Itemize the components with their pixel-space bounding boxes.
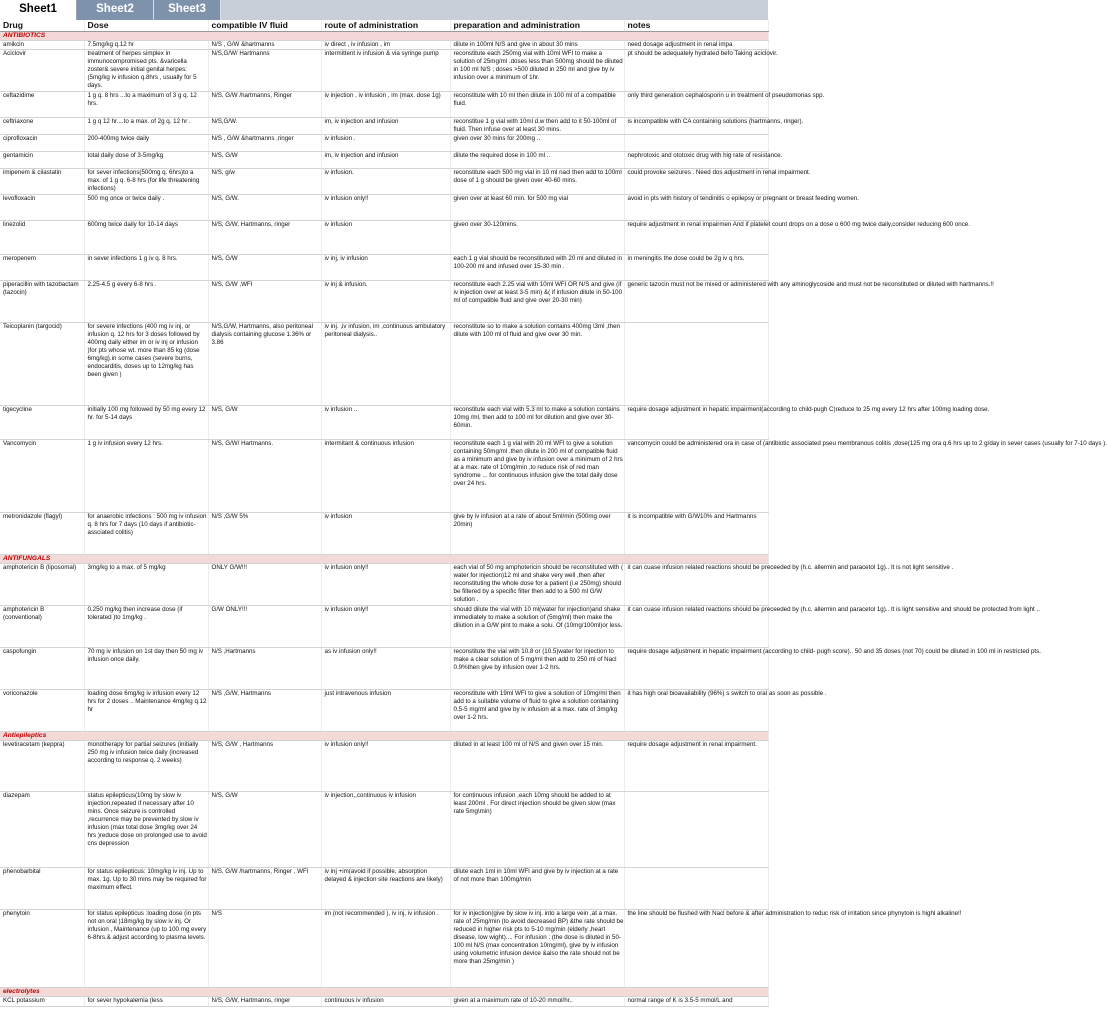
table-row [0, 169, 768, 195]
cell-fluid[interactable]: N/S, g/w [208, 169, 321, 195]
cell-notes[interactable]: nephrotoxic and ototoxic drug with hig rate of resistance. [624, 152, 768, 169]
cell-route[interactable]: as iv infusion only!! [321, 648, 450, 690]
table-row [0, 195, 768, 221]
spreadsheet-grid[interactable] [0, 20, 1107, 1024]
table-row [0, 406, 768, 440]
cell-prep[interactable]: reconstitute with 10 ml then dilute in 100 ml of a compatible fluid. [450, 92, 624, 118]
cell-route[interactable]: iv direct , iv infusion , im [321, 41, 450, 50]
cell-dose[interactable]: initially 100 mg followed by 50 mg every 12 hr. for 5-14 days [84, 406, 208, 440]
cell-dose[interactable]: 1 g q. 8 hrs ...to a maximum of 3 g q. 12 hrs. [84, 92, 208, 118]
cell-drug[interactable]: Vancomycin [0, 440, 84, 513]
cell-drug[interactable]: phenytoin [0, 910, 84, 988]
cell-prep[interactable]: reconstitute each 2.25 vial with 10ml WFI OR N/S and give (if iv injection over at least 3-5 min) &( if infusion dilute in 50-100 ml of compatible fluid and give over 20-30 min) [450, 281, 624, 323]
cell-drug[interactable]: Teicoplanin (targocid) [0, 323, 84, 406]
cell-route[interactable]: iv inj +im(avoid if possible, absorption delayed & injection site reactions are likely) [321, 868, 450, 910]
cell-notes[interactable]: it is incompatible with G/W10% and Hartmanns [624, 513, 768, 555]
cell-fluid[interactable]: N/S, G/W [208, 255, 321, 281]
cell-notes[interactable]: normal range of K is 3.5-5 mmol/L and [624, 997, 768, 1007]
cell-notes[interactable]: require dosage adjustment in renal impairment. [624, 741, 768, 792]
cell-drug[interactable]: ciprofloxacin [0, 135, 84, 152]
cell-dose[interactable]: status epilepticus(10mg by slow iv injection,repeated if necessary after 10 mins. Once seizure is controlled ,recurrence may be prevented by slow iv infusion (max total dose 3mg/kg over 24 hrs )reduce dose on prolonged use to avoid cns depression [84, 792, 208, 868]
cell-dose[interactable]: for status epilepticus :loading dose (in pts not on oral )18mg/kg by slow iv inj. Or infusion , Maintenance (up to 100 mg every 6-8hrs.& adjust according to plasma levels. [84, 910, 208, 988]
header-notes[interactable]: notes [624, 20, 768, 32]
cell-prep[interactable]: given at a maximum rate of 10-20 mmol/hr.. [450, 997, 624, 1007]
table-row [0, 255, 768, 281]
table-row [0, 41, 768, 50]
cell-notes[interactable] [624, 792, 768, 868]
cell-prep[interactable]: given over 30 mins for 200mg .. [450, 135, 624, 152]
cell-dose[interactable]: 500 mg once or twice daily . [84, 195, 208, 221]
cell-route[interactable]: iv infusion. [321, 169, 450, 195]
cell-fluid[interactable]: N/S, G/W [208, 406, 321, 440]
section-label[interactable]: ANTIBIOTICS [0, 32, 768, 41]
section-row [0, 988, 768, 997]
table-row [0, 135, 768, 152]
cell-notes[interactable]: the line should be flushed with Nacl before & after administration to reduc risk of irritation since phynytoin is highl alkaline!! [624, 910, 768, 988]
cell-prep[interactable]: for continuous infusion ,each 10mg should be added to at least 200ml . For direct injection should be given slow (max rate 5mg\min) [450, 792, 624, 868]
tab-sheet3[interactable]: Sheet3 [154, 0, 221, 20]
cell-fluid[interactable]: N/S, G/W , Hartmanns [208, 741, 321, 792]
cell-fluid[interactable]: N/S, G/W, Hartmanns, ringer [208, 997, 321, 1007]
cell-prep[interactable]: reconstitute with 19ml WFI to give a solution of 10mg/ml then add to a suitable volume of fluid to give a solution containing 0.5-5 mg/ml and give by iv infusion at a max. rate of 3mg/kg over 1-2 hrs. [450, 690, 624, 732]
cell-dose[interactable]: for sever infections(500mg q. 6hrs)to a max. of 1 g q. 6-8 hrs (for life threatening infections) [84, 169, 208, 195]
cell-fluid[interactable]: N/S,G/W/ Hartmanns [208, 50, 321, 92]
cell-notes[interactable]: pt should be adequately hydrated befo Taking aciclovir. [624, 50, 768, 92]
cell-dose[interactable]: 70 mg iv infusion on 1st day then 50 mg iv infusion once daily. [84, 648, 208, 690]
header-dose[interactable]: Dose [84, 20, 208, 32]
cell-drug[interactable]: meropenem [0, 255, 84, 281]
cell-notes[interactable]: it has high oral bioavailability (96%) s switch to oral as soon as possible . [624, 690, 768, 732]
cell-route[interactable]: just intravenous infusion [321, 690, 450, 732]
cell-dose[interactable]: 2.25-4.5 g every 6-8 hrs . [84, 281, 208, 323]
cell-notes[interactable] [624, 868, 768, 910]
cell-fluid[interactable]: N/S , G/W &hartmanns [208, 41, 321, 50]
cell-fluid[interactable]: N/S ,Hartmanns [208, 648, 321, 690]
section-label[interactable]: electrolytes [0, 988, 768, 997]
cell-fluid[interactable]: N/S, G/W /hartmanns, Ringer [208, 92, 321, 118]
cell-route[interactable]: im, iv injection and infusion [321, 118, 450, 135]
section-label[interactable]: Antiepileptics [0, 732, 768, 741]
cell-fluid[interactable]: N/S, G/W /hartmanns, Ringer , WFI [208, 868, 321, 910]
cell-prep[interactable]: dilute the required dose in 100 ml .. [450, 152, 624, 169]
cell-dose[interactable]: 7.5mg/kg q.12 hr [84, 41, 208, 50]
cell-route[interactable]: intermittent iv infusion & via syringe pump [321, 50, 450, 92]
cell-route[interactable]: im, iv injection and infusion [321, 152, 450, 169]
cell-notes[interactable]: require adjustment in renal impairmen And if platelet count drops on a dose o 600 mg twice daily,consider reducing 600 once. [624, 221, 768, 255]
cell-prep[interactable]: reconstitute so to make a solution contains 400mg \3ml ,then dilute with 100 ml of fluid and give over 30 min. [450, 323, 624, 406]
cell-dose[interactable]: loading dose 6mg/kg iv infusion every 12 hrs for 2 doses .. Maintenance 4mg/kg q.12 hr [84, 690, 208, 732]
cell-fluid[interactable]: G/W ONLY!!! [208, 606, 321, 648]
cell-route[interactable]: iv inj & infusion. [321, 281, 450, 323]
cell-route[interactable]: intermitant & continuous infusion [321, 440, 450, 513]
cell-drug[interactable]: caspofungin [0, 648, 84, 690]
cell-prep[interactable]: given over 30-120mins. [450, 221, 624, 255]
cell-fluid[interactable]: N/S, G/W [208, 152, 321, 169]
cell-dose[interactable]: monotherapy for partial seizures (initially 250 mg iv infusion twice daily (increased according to response q. 2 weeks) [84, 741, 208, 792]
cell-notes[interactable]: require dosage adjustment in hepatic impairment (according to child- pugh score).. 50 and 35 doses (not 70) could be diluted in 100 ml in restricted pts. [624, 648, 768, 690]
cell-notes[interactable] [624, 323, 768, 406]
section-label[interactable]: ANTIFUNGALS [0, 555, 768, 564]
cell-dose[interactable]: for status epilepticus: 10mg/kg iv inj. Up to max. 1g. Up to 30 mins may be required for maximum effect. [84, 868, 208, 910]
cell-drug[interactable]: amphotericin B (liposomal) [0, 564, 84, 606]
table-row [0, 741, 768, 792]
header-prep[interactable]: preparation and administration [450, 20, 624, 32]
cell-route[interactable]: iv injection , iv infusion , im (max. dose 1g) [321, 92, 450, 118]
cell-drug[interactable]: amikcin [0, 41, 84, 50]
cell-fluid[interactable]: N/S, G/W ,WFI [208, 281, 321, 323]
cell-dose[interactable]: 1 g q 12 hr....to a max. of 2g q. 12 hr . [84, 118, 208, 135]
cell-drug[interactable]: ceftazidime [0, 92, 84, 118]
cell-drug[interactable]: levetiracetam (keppra) [0, 741, 84, 792]
cell-dose[interactable]: 3mg/kg to a max. of 5 mg/kg [84, 564, 208, 606]
cell-fluid[interactable]: N/S , G/W &hartmanns ,ringer [208, 135, 321, 152]
cell-notes[interactable]: could provoke seizures . Need dos adjustment in renal impairment. [624, 169, 768, 195]
cell-prep[interactable]: each vial of 50 mg amphotericin should be reconstituted with ( water for injection)12 ml and shake very well ,then after reconstituting the whole dose for a patient (i.e 250mg) should be filtered by a specific filter then add to a 500 ml G/W solution . [450, 564, 624, 606]
cell-route[interactable]: iv injection,,continuous iv infusion [321, 792, 450, 868]
cell-route[interactable]: iv infusion . [321, 135, 450, 152]
table-row [0, 997, 768, 1007]
cell-notes[interactable]: generic tazocin must not be mixed or administered with any aminoglycoside and must not be reconstituted or diluted with hartmanns.!! [624, 281, 768, 323]
cell-route[interactable]: iv inj. ,iv infusion, im ,continuous ambulatory peritoneal dialysis.. [321, 323, 450, 406]
cell-drug[interactable]: gentamicin [0, 152, 84, 169]
cell-prep[interactable]: dilute in 100ml N/S and give in about 30 mins [450, 41, 624, 50]
cell-drug[interactable]: KCL potassium [0, 997, 84, 1007]
cell-fluid[interactable]: N/S,G/W. [208, 118, 321, 135]
cell-notes[interactable]: is incompatible with CA containing solutions (hartmanns, ringer). [624, 118, 768, 135]
cell-prep[interactable]: reconstitute each 500 mg vial in 10 ml nacl then add to 100ml dose of 1 g should be given over 40-60 mins. [450, 169, 624, 195]
cell-prep[interactable]: reconstitute the vial with 10.8 or (10.5)water for injection to make a clear solution of 5 mg/ml then add to 250 ml of Nacl 0.9%then give by infusion over 1-2 hrs. [450, 648, 624, 690]
cell-notes[interactable]: only third generation cephalosporin u in treatment of pseudomonas spp. [624, 92, 768, 118]
cell-drug[interactable]: imipenem & cilastatin [0, 169, 84, 195]
tab-sheet1[interactable]: Sheet1 [0, 0, 77, 20]
cell-route[interactable]: continuous iv infusion [321, 997, 450, 1007]
cell-drug[interactable]: amphotericin B (conventional) [0, 606, 84, 648]
cell-drug[interactable]: tigecycline [0, 406, 84, 440]
cell-fluid[interactable]: N/S, G/W. [208, 195, 321, 221]
table-row [0, 323, 768, 406]
cell-route[interactable]: iv inj, iv infusion [321, 255, 450, 281]
table-row [0, 792, 768, 868]
cell-drug[interactable]: linezolid [0, 221, 84, 255]
cell-fluid[interactable]: N/S, G/W [208, 792, 321, 868]
cell-route[interactable]: iv infusion [321, 221, 450, 255]
cell-drug[interactable]: diazepam [0, 792, 84, 868]
cell-prep[interactable]: should dilute the vial with 10 ml(water for injection)and shake immediately to make a solution of (5mg/ml) then make the dilution in a G/W pint to make a solu. Of (10mg/100ml)or less. [450, 606, 624, 648]
header-row [0, 20, 768, 32]
cell-dose[interactable]: for sever hypokalemia (less [84, 997, 208, 1007]
table-row [0, 564, 768, 606]
cell-notes[interactable]: it can cuase infusion related reactions should be preceeded by (h.c. allermin and paracetol 1g).. It is light sensitive and should be protected from light .. [624, 606, 768, 648]
header-route[interactable]: route of administration [321, 20, 450, 32]
cell-prep[interactable]: for iv injection(give by slow iv inj. into a large vein ,at a max. rate of 25mg/min (to avoid decreased BP) &the rate should be reduced in higher risk pts to 5-10 mg/min (elderly ,heart disease, low wight).... For infusion : (the dose is diluted in 50-100 ml N/S (max concentration 10mg/ml), give by iv infusion using volumetric infusion device &also the rate should not be more than 25mg/min ) [450, 910, 624, 988]
table-row [0, 606, 768, 648]
table-row [0, 50, 768, 92]
cell-prep[interactable]: reconstitue 1 g vial with 10ml d.w then add to it 50-100ml of fluid. Then infuse over at least 30 mins. [450, 118, 624, 135]
tab-sheet2[interactable]: Sheet2 [77, 0, 154, 20]
table-row [0, 440, 768, 513]
cell-route[interactable]: iv infusion only!! [321, 564, 450, 606]
cell-fluid[interactable]: N/S ,G/W 5% [208, 513, 321, 555]
cell-route[interactable]: iv infusion only!! [321, 195, 450, 221]
cell-drug[interactable]: voriconazole [0, 690, 84, 732]
cell-prep[interactable]: dilute each 1ml in 10ml WFI and give by iv injection at a rate of not more than 100mg/min [450, 868, 624, 910]
cell-dose[interactable]: in sever infections 1 g iv q. 8 hrs. [84, 255, 208, 281]
cell-dose[interactable]: 200-400mg twice daily [84, 135, 208, 152]
cell-prep[interactable]: reconstitute each vial with 5.3 ml to make a solution contains 10mg /ml, then add to 100 ml for dilution and give over 30-60min. [450, 406, 624, 440]
cell-prep[interactable]: diluted in at least 100 ml of N/S and given over 15 min. [450, 741, 624, 792]
cell-route[interactable]: iv infusion only!! [321, 606, 450, 648]
cell-drug[interactable]: phenobarbital [0, 868, 84, 910]
cell-prep[interactable]: reconstitute each 250mg vial with 10ml WFI to make a solution of 25mg/ml .doses less than 500mg should be diluted in 100 ml N/S ; doses >500 diluted in 250 ml and give by iv infusion over a minimum of 1hr. [450, 50, 624, 92]
cell-prep[interactable]: reconstitute each 1 g vial with 20 ml WFI to give a solution containing 50mg/ml .then dilute in 200 ml of compatible fluid as a minimum and give by iv infusion over a minimum of 2 hrs at a max. rate of 10mg/min ,to reduce risk of red man syndrome ... for continuous infusion give the total daily dose over 24 hrs. [450, 440, 624, 513]
cell-dose[interactable]: treatment of herpes simplex in immunocompromised pts. &varicella zoster& severe initial genital herpes:(5mg/kg iv infusion q.8hrs , usually for 5 days. [84, 50, 208, 92]
cell-fluid[interactable]: N/S, G/W, Hartmanns, ringer [208, 221, 321, 255]
cell-prep[interactable]: given over at least 60 min. for 500 mg vial [450, 195, 624, 221]
section-row [0, 555, 768, 564]
cell-drug[interactable]: Aciclovir [0, 50, 84, 92]
cell-route[interactable]: iv infusion .. [321, 406, 450, 440]
table-row [0, 152, 768, 169]
cell-route[interactable]: iv infusion [321, 513, 450, 555]
section-row [0, 732, 768, 741]
cell-route[interactable]: iv infusion only!! [321, 741, 450, 792]
cell-dose[interactable]: for anaerobic infections : 500 mg iv infusion q. 8 hrs for 7 days (10 days if antibiotic-assciated colitis) [84, 513, 208, 555]
cell-notes[interactable]: require dosage adjustment in hepatic impairment(according to child-pugh C)reduce to 25 mg every 12 hrs after 100mg loading dose. [624, 406, 768, 440]
cell-fluid[interactable]: N/S [208, 910, 321, 988]
cell-dose[interactable]: 1 g iv infusion every 12 hrs. [84, 440, 208, 513]
header-fluid[interactable]: compatible IV fluid [208, 20, 321, 32]
table-row [0, 690, 768, 732]
cell-fluid[interactable]: ONLY G/W!!! [208, 564, 321, 606]
sheet-tab-bar [0, 0, 768, 20]
cell-prep[interactable]: give by iv infusion at a rate of about 5ml/min (500mg over 20min) [450, 513, 624, 555]
section-row [0, 32, 768, 41]
cell-notes[interactable]: it can cuase infusion related reactions should be preceeded by (h.c. allermin and paracetol 1g).. It is not light sensitive . [624, 564, 768, 606]
table-row [0, 118, 768, 135]
cell-fluid[interactable]: N/S,G/W, Hartmanns, also peritoneal dialysis containing glucose 1.36% or 3.86 [208, 323, 321, 406]
cell-route[interactable]: im (not recommended ), iv inj, iv infusion . [321, 910, 450, 988]
cell-drug[interactable]: levofloxacin [0, 195, 84, 221]
cell-drug[interactable]: piperacillin with tazobactam (tazocin) [0, 281, 84, 323]
cell-notes[interactable]: vancomycin could be administered ora in case of (antibiotic associated pseu membranous colitis ,dose(125 mg ora q.6 hrs up to 2 g/day in sever cases (usually for 7-10 days ). [624, 440, 768, 513]
table-row [0, 910, 768, 988]
cell-dose[interactable]: for severe infections (400 mg iv inj, or infusion q. 12 hrs for 3 doses followed by 400mg daily either im or iv inj or infusion )for pts whose wt. more than 85 kg (dose 6mg/kg).in some cases (severe burns, endocarditis, doses up to 12mg/kg has been given ) [84, 323, 208, 406]
cell-fluid[interactable]: N/S, G/W/ Hartmanns. [208, 440, 321, 513]
cell-notes[interactable]: need dosage adjustment in renal impa [624, 41, 768, 50]
cell-dose[interactable]: 0.250 mg/kg then increase dose (if tolerated )to 1mg/kg . [84, 606, 208, 648]
header-drug[interactable]: Drug [0, 20, 84, 32]
cell-drug[interactable]: ceftriaxone [0, 118, 84, 135]
cell-notes[interactable]: avoid in pts with history of tendinitis o epilepsy or pregnant or breast feeding women. [624, 195, 768, 221]
cell-prep[interactable]: each 1 g vial should be reconstituted with 20 ml and diluted in 100-200 ml and infused over 15-30 min . [450, 255, 624, 281]
cell-notes[interactable]: in meningitis the dose could be 2g iv q hrs. [624, 255, 768, 281]
cell-dose[interactable]: 600mg twice daily for 10-14 days [84, 221, 208, 255]
table-row [0, 648, 768, 690]
table-row [0, 868, 768, 910]
cell-notes[interactable] [624, 135, 768, 152]
cell-dose[interactable]: total daily dose of 3-5mg/kg [84, 152, 208, 169]
table-row [0, 281, 768, 323]
table-row [0, 92, 768, 118]
table-row [0, 513, 768, 555]
cell-drug[interactable]: metronidazole (flagyl) [0, 513, 84, 555]
cell-fluid[interactable]: N/S ,G/W, Hartmanns [208, 690, 321, 732]
table-row [0, 221, 768, 255]
drug-table [0, 20, 1107, 1007]
